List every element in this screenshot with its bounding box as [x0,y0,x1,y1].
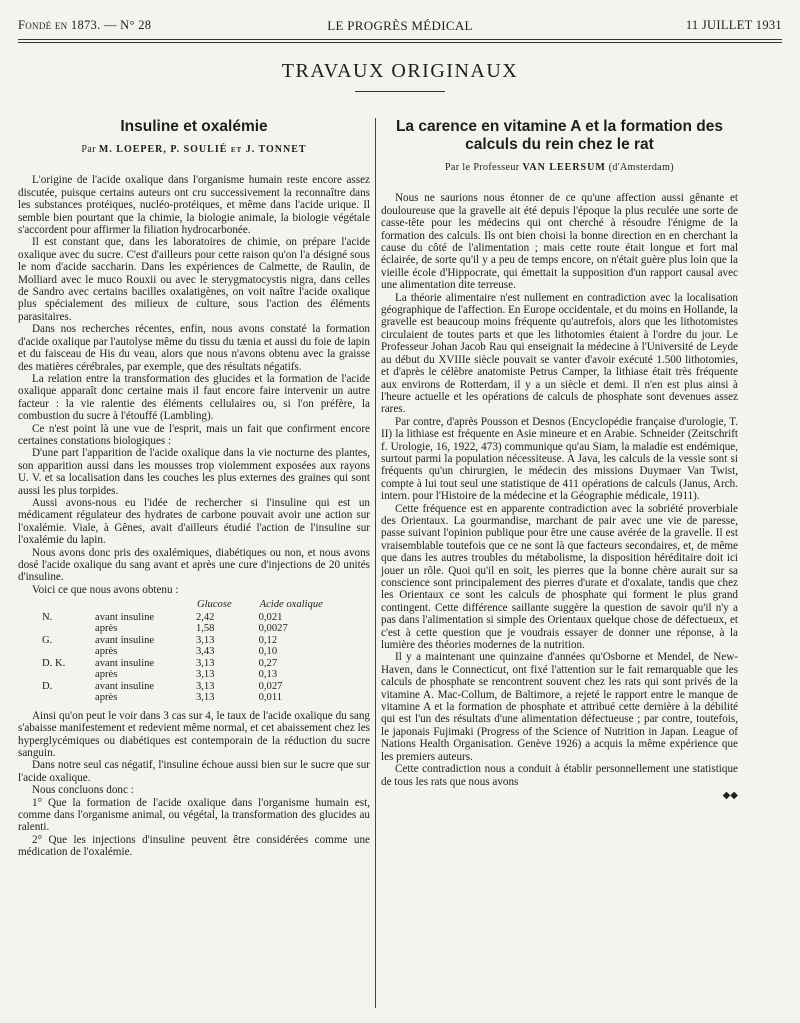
paragraph: Cette contradiction nous a conduit à établir personnellement une statistique de tous les rats que nous avons [381,763,738,788]
left-body-before-table [18,174,370,596]
paragraph: Il y a maintenant une quinzaine d'années qu'Osborne et Mendel, de New-Haven, dans le Connecticut, ont fixé l'attention sur le fait remarquable que les calculs de phosphate se rencontrent souvent chez les rats qui sont privés de la vitamine A. Mac-Collum, de Baltimore, a rejeté le rapport entre le manque de vitamine A et la formation de phosphate et attribué cette dernière à la débilité qui est l'un des résultats d'une alimentation défectueuse ; par contre, toutefois, le japonais Fujimaki (Progress of the Science of Nutrition in Japan. League of Nations Health Organisation. Genève 1926) a acquis la même expérience que les premiers auteurs. [381,651,738,763]
right-body [381,192,738,788]
patient-cell [18,623,95,635]
right-article [381,118,738,802]
timing-cell: avant insuline [95,634,155,646]
header-rule-bottom [18,42,782,43]
table-row [18,658,370,670]
paragraph: Nous ne saurions nous étonner de ce qu'une affection aussi gênante et douloureuse que la gravelle ait été depuis l'époque la plus reculée une sorte de casse-tête pour les médecins qui ont cherché à résoudre l'énigme de la formation des calculs. Ils ont bien choisi la bonne direction en en cherchant la cause du côté de l'alimentation ; mais cette route était longue et fort mal éclairée, de sorte qu'il y a peu de temps encore, on n'était guère plus loin que la vieille école d'Hippocrate, qui émettait la supposition d'un rapport causal avec une alimentation dite terreuse. [381,192,738,292]
header-left: Fondé en 1873. — N° 28 [18,18,152,32]
paragraph: 1° Que la formation de l'acide oxalique dans l'organisme humain est, comme dans l'organisme animal, ou végétal, la transformation des glucides au ralenti. [18,796,370,834]
acide-cell: 0,011 [258,692,283,704]
acide-cell: 0,13 [258,669,278,681]
paragraph: Par contre, d'après Pousson et Desnos (Encyclopédie française d'urologie, T. II) la lithiase est fréquente en Asie mineure et en Arabie. Schneider (Zeitschrift f. Urologie, 16, 1922, 473) communique qu'au Siam, la maladie est endémique, surtout parmi la population nécessiteuse. A Java, les calculs de la vessie sont si fréquents qu'un chirurgien, le médecin des missions Duymaer Van Twist, compte à lui tout seul une statistique de 411 opérations de calculs (Janus, Arch. intern. pour l'Histoire de la médecine et la Géographie médicale, 1911). [381,415,738,503]
left-article-title: Insuline et oxalémie [120,118,268,135]
table-row [18,646,370,658]
glucose-cell: 3,43 [195,646,215,658]
table-row [18,669,370,681]
patient-cell: N. [42,611,53,623]
paragraph: Voici ce que nous avons obtenu : [32,583,179,596]
header-rule-top [18,39,782,40]
left-article-byline [18,144,370,156]
paragraph: Ainsi qu'on peut le voir dans 3 cas sur 4, le taux de l'acide oxalique du sang s'abaisse manifestement et redevient même normal, et cet abaissement chez les hyperglycémiques ou diabétiques est contemporain de la réduction du sucre sanguin. [18,709,370,759]
paragraph: Nous concluons donc : [32,784,134,797]
glucose-cell: 1,58 [195,623,215,635]
paragraph: Dans nos recherches récentes, enfin, nous avons constaté la formation d'acide oxalique par l'autolyse même du tissu du tænia et aussi du foie de lapin et du faisceau de His du veau, alors que nous n'avons obtenu avec la graisse des matières cérébrales, par exemple, que des résultats négatifs. [18,323,370,373]
timing-cell: après [95,623,118,635]
glucose-cell: 3,13 [195,669,215,681]
paragraph: Aussi avons-nous eu l'idée de rechercher si l'insuline qui est un médicament régulateur des hydrates de carbone pouvait avoir une action sur l'oxalémie. Viale, à Gênes, avait d'ailleurs étudié l'action de l'insuline sur l'oxalémie du lapin. [18,496,370,547]
table-row [18,681,370,693]
table-row [18,635,370,647]
byline-prefix: Par [81,144,96,155]
paragraph: La théorie alimentaire n'est nullement en contradiction avec la localisation géographique de l'affection. En Europe occidentale, et du moins en Hollande, la gravelle est beaucoup moins fréquente qu'autrefois, alors que les lithotomistes circulaient de toutes parts et que les lithotomies étaient à l'ordre du jour. Le Professeur Johan Jacob Rau qui enseignait la médecine à l'Université de Leyde au début du XVIIIe siècle pouvait se vanter d'avoir exécuté 1.500 lithotomies, et d'après le célèbre anatomiste Petrus Camper, la lithiase était très fréquente aux environs de Rotterdam, il y a un siècle et demi. Il n'en est plus ainsi à l'heure actuelle et les opérations de calculs de phosphate sont devenues assez rares. [381,291,738,416]
table-row [18,612,370,624]
table-row [18,623,370,635]
timing-cell: après [95,692,118,704]
column-divider [375,118,376,1008]
glucose-cell: 3,13 [195,634,215,646]
byline-prefix: Par le Professeur [444,162,520,173]
acide-cell: 0,10 [258,646,278,658]
timing-cell: après [95,646,118,658]
left-body-after-table [18,710,370,859]
section-underline [355,91,445,92]
patient-cell [18,646,95,658]
patient-cell: D. K. [42,657,66,669]
byline-author: VAN LEERSUM [522,162,606,173]
left-article [18,118,370,859]
acide-cell: 0,12 [258,634,278,646]
timing-cell: avant insuline [95,680,155,692]
results-table [18,598,370,704]
patient-cell [18,669,95,681]
patient-cell: D. [42,680,53,692]
glucose-cell: 3,13 [195,680,215,692]
journal-title: LE PROGRÈS MÉDICAL [327,18,473,33]
paragraph: Ce n'est point là une vue de l'esprit, mais un fait que confirment encore certaines constations biologiques : [18,422,370,447]
patient-cell: G. [42,634,53,646]
right-article-byline [381,162,738,174]
paragraph: Dans notre seul cas négatif, l'insuline échoue aussi bien sur le sucre que sur l'acide oxalique. [18,759,370,784]
table-header-glucose: Glucose [196,599,232,611]
acide-cell: 0,021 [258,611,283,623]
paragraph: Il est constant que, dans les laboratoires de chimie, on prépare l'acide oxalique avec du sucre. C'est d'ailleurs pour cette raison qu'on l'a désigné sous le nom d'acide saccharin. Dans les expériences de Calmette, de Raulin, de Molliard avec le muco Rouxii ou avec le sterygmatocystis nigra, dans celles de Sandro avec certains bacilles oxalatigènes, on voit naître l'acide oxalique plus spécialement des milieux de culture, sous l'action des éléments parasitaires. [18,236,370,323]
continuation-ornament: ◆◆ [722,789,738,801]
glucose-cell: 2,42 [195,611,215,623]
paragraph: La relation entre la transformation des glucides et la formation de l'acide oxalique apparaît donc certaine mais il faut encore faire intervenir un autre facteur : la vie ralentie des éléments cellulaires ou, si l'on préfère, la combustion du sucre à l'étouffé (Lambling). [18,372,370,423]
timing-cell: avant insuline [95,611,155,623]
acide-cell: 0,027 [258,680,283,692]
section-title: TRAVAUX ORIGINAUX [281,60,519,82]
timing-cell: avant insuline [95,657,155,669]
acide-cell: 0,0027 [258,623,288,635]
glucose-cell: 3,13 [195,692,215,704]
glucose-cell: 3,13 [195,657,215,669]
paragraph: Cette fréquence est en apparente contradiction avec la sobriété proverbiale des Orientaux. La gourmandise, marchant de pair avec une vie de paresse, passe suivant l'opinion publique pour être une cause avérée de la gravelle. Il est vraisemblable toutefois que ce ne sont là que facteurs secondaires, et, de même que dans les autres troubles du métabolisme, la disposition héréditaire doit ici jouer un rôle. Quoi qu'il en soit, les pierres que la bonne chère aurait sur sa conscience sont principalement des pierres d'urate et d'oxalate, tandis que chez les Orientaux ce sont les calculs de phosphate qui forment le plus grand contingent. Cette différence saillante suggère la question de savoir qu'il n'y a pas dans l'alimentation si simple des Orientaux quelque chose de défectueux, et c'est à cette question que je voudrais essayer de donner une réponse, à la lumière des théories modernes de la nutrition. [381,502,738,652]
paragraph: 2° Que les injections d'insuline peuvent être considérées comme une médication de l'oxalémie. [18,833,370,859]
acide-cell: 0,27 [258,657,278,669]
table-row [18,692,370,704]
table-header-acide: Acide oxalique [259,599,323,611]
issue-date: 11 JUILLET 1931 [685,18,782,32]
timing-cell: après [95,669,118,681]
byline-authors: M. LOEPER, P. SOULIÉ et J. TONNET [98,144,307,155]
byline-affiliation: (d'Amsterdam) [608,162,675,173]
right-article-title: La carence en vitamine A et la formation des calculs du rein chez le rat [395,118,724,153]
paragraph: D'une part l'apparition de l'acide oxalique dans la vie nocturne des plantes, son apparition aussi dans les mousses trop violemment exposées aux rayons U. V. et sa localisation dans les couches les plus externes des graines qui sont aussi les plus torpides. [18,447,370,497]
patient-cell [18,692,95,704]
paragraph: Nous avons donc pris des oxalémiques, diabétiques ou non, et nous avons dosé l'acide oxalique du sang avant et après une cure d'injections de 20 unités d'insuline. [18,546,370,584]
paragraph: L'origine de l'acide oxalique dans l'organisme humain reste encore assez discutée, puisque certains auteurs ont cru successivement la reconnaître dans les substances protéiques, nucléo-protéiques, et même dans l'acide urique. Il semble bien pourtant que la chimie, la biologie animale, la biologie végétale s'accordent pour affirmer la filiation hydrocarbonée. [18,174,370,237]
